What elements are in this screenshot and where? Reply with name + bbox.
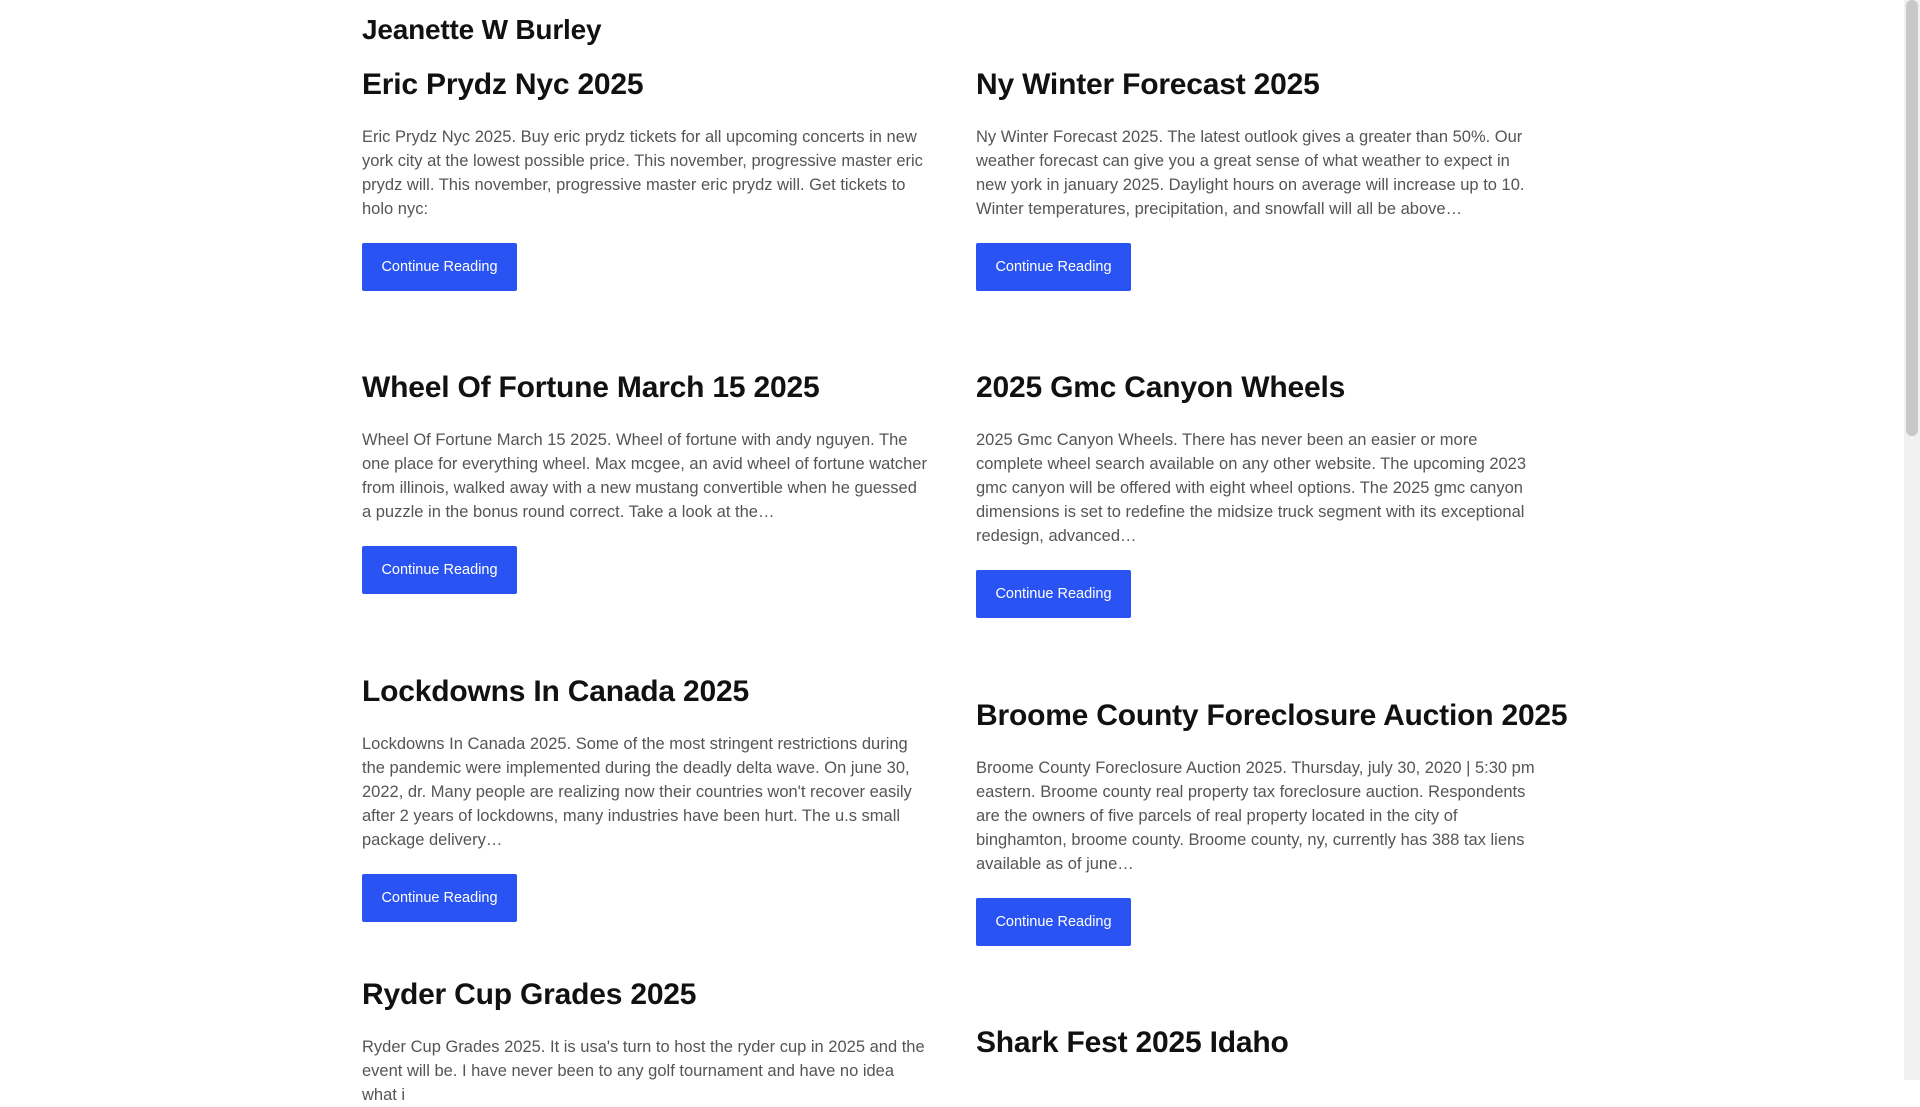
post-card <box>362 670 928 922</box>
post-title[interactable]: Ryder Cup Grades 2025 <box>362 978 697 1011</box>
post-title[interactable]: Wheel Of Fortune March 15 2025 <box>362 371 820 404</box>
continue-reading-button[interactable]: Continue Reading <box>362 546 517 594</box>
post-title[interactable]: Broome County Foreclosure Auction 2025 <box>976 699 1568 732</box>
post-excerpt: Lockdowns In Canada 2025. Some of the most stringent restrictions during the pandemic were implemented during the deadly delta wave. On june 30, 2022, dr. Many people are realizing now their countries won't recover easily after 2 years of lockdowns, many industries have been hurt. The u.s small package delivery… <box>362 735 912 849</box>
post-title[interactable]: 2025 Gmc Canyon Wheels <box>976 371 1346 404</box>
post-title[interactable]: Ny Winter Forecast 2025 <box>976 68 1320 101</box>
continue-reading-button[interactable]: Continue Reading <box>976 570 1131 618</box>
continue-reading-button[interactable]: Continue Reading <box>362 243 517 291</box>
post-card <box>976 694 1568 946</box>
post-title[interactable]: Eric Prydz Nyc 2025 <box>362 68 644 101</box>
post-excerpt: Broome County Foreclosure Auction 2025. Thursday, july 30, 2020 | 5:30 pm eastern. Broome county real property tax foreclosure auction. Respondents are the owners of five parcels of real property located in the city of binghamton, broome county. Broome county, ny, currently has 388 tax liens available as of june… <box>976 759 1535 873</box>
post-card <box>362 973 928 1107</box>
post-card <box>362 63 928 291</box>
continue-reading-button[interactable]: Continue Reading <box>976 243 1131 291</box>
scrollbar-thumb[interactable] <box>1906 0 1918 436</box>
post-title[interactable]: Lockdowns In Canada 2025 <box>362 675 749 708</box>
post-card <box>976 63 1542 291</box>
post-excerpt: Eric Prydz Nyc 2025. Buy eric prydz tickets for all upcoming concerts in new york city at the lowest possible price. This november, progressive master eric prydz will. This november, progressive master eric prydz will. Get tickets to holo nyc: <box>362 128 923 218</box>
site-title[interactable]: Jeanette W Burley <box>362 14 602 45</box>
post-excerpt: Ryder Cup Grades 2025. It is usa's turn to host the ryder cup in 2025 and the event will be. I have never been to any golf tournament and have no idea what i <box>362 1038 925 1104</box>
post-card <box>976 1021 1542 1065</box>
post-excerpt: Wheel Of Fortune March 15 2025. Wheel of fortune with andy nguyen. The one place for everything wheel. Max mcgee, an avid wheel of fortune watcher from illinois, walked away with a new mustang convertible when he guessed a puzzle in the bonus round correct. Take a look at the… <box>362 431 927 521</box>
post-title[interactable]: Shark Fest 2025 Idaho <box>976 1026 1289 1059</box>
continue-reading-button[interactable]: Continue Reading <box>362 874 517 922</box>
post-excerpt: 2025 Gmc Canyon Wheels. There has never been an easier or more complete wheel search available on any other website. The upcoming 2023 gmc canyon will be offered with eight wheel options. The 2025 gmc canyon dimensions is set to redefine the midsize truck segment with its exceptional redesign, advanced… <box>976 431 1527 545</box>
post-card <box>362 366 928 594</box>
scrollbar[interactable] <box>1904 0 1920 1080</box>
post-card <box>976 366 1542 618</box>
continue-reading-button[interactable]: Continue Reading <box>976 898 1131 946</box>
post-excerpt: Ny Winter Forecast 2025. The latest outlook gives a greater than 50%. Our weather forecast can give you a great sense of what weather to expect in new york in january 2025. Daylight hours on average will increase up to 10. Winter temperatures, precipitation, and snowfall will all be above… <box>976 128 1525 218</box>
